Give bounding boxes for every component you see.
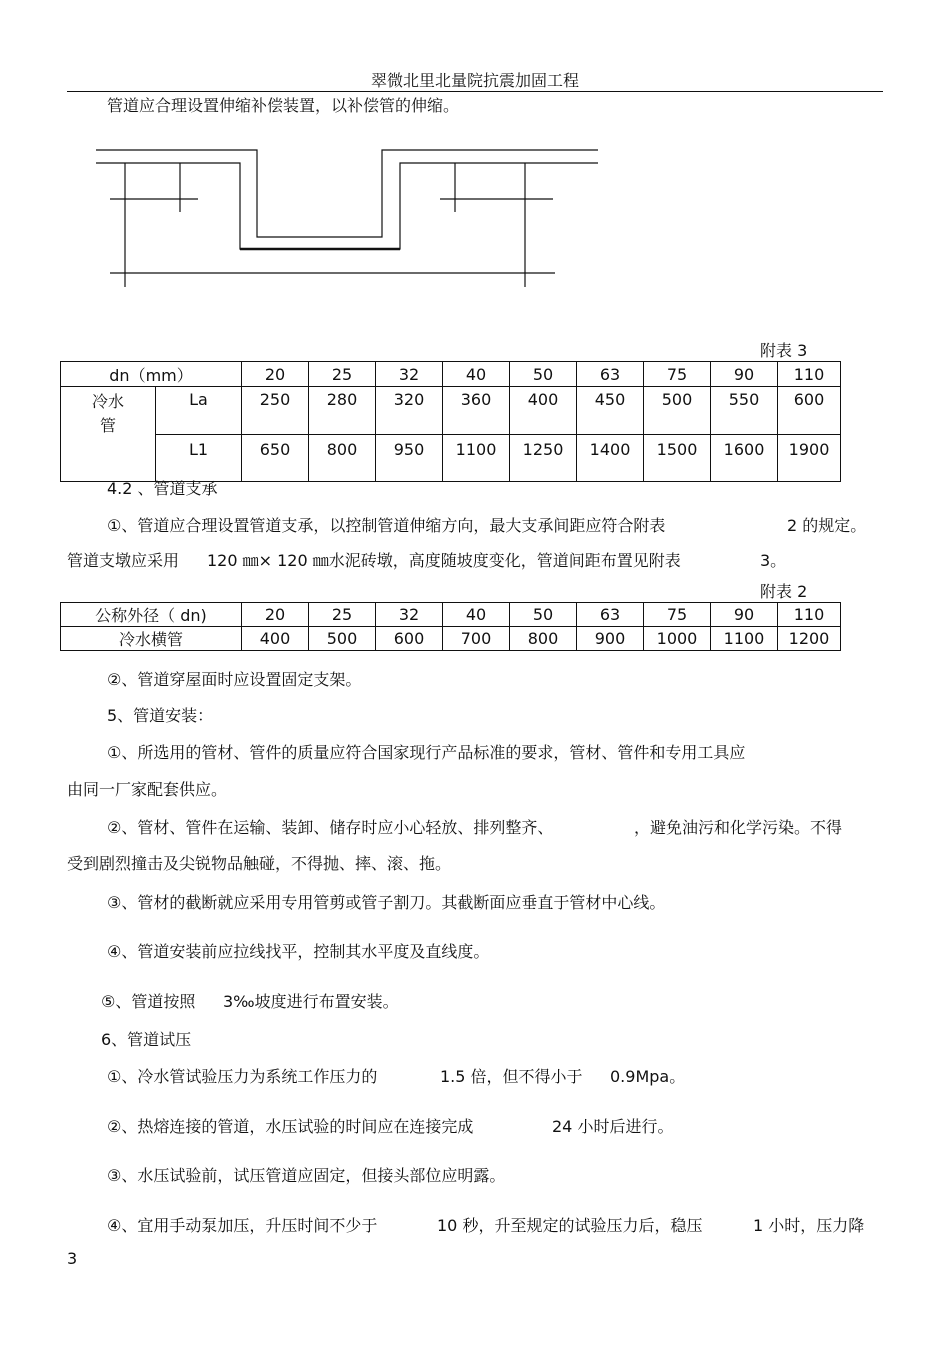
section-6-p4b: 10 秒，升至规定的试验压力后，稳压: [437, 1216, 703, 1235]
table2: [60, 602, 841, 651]
section-4-2-p1-line1a: ①、管道应合理设置管道支承，以控制管道伸缩方向，最大支承间距应符合附表: [107, 516, 666, 535]
table-cell: 600: [376, 627, 443, 651]
section-4-2-p1-line2b: 120 ㎜× 120 ㎜水泥砖墩，高度随坡度变化，管道间距布置见附表: [207, 551, 681, 570]
table-cell: 550: [711, 387, 778, 435]
section-5-p1-line2: 由同一厂家配套供应。: [67, 780, 228, 799]
section-5-heading: 5、管道安装：: [107, 706, 214, 725]
table3: [60, 361, 841, 482]
table-cell: 450: [577, 387, 644, 435]
table-header-cell: 25: [309, 362, 376, 387]
section-5-p4: ④、管道安装前应拉线找平，控制其水平度及直线度。: [107, 942, 490, 961]
table-header-cell: 20: [242, 362, 309, 387]
section-6-p4c: 1 小时，压力降: [753, 1216, 865, 1235]
table-cell: 250: [242, 387, 309, 435]
table-cell: 360: [443, 387, 510, 435]
table-header-cell: 75: [644, 603, 711, 627]
table-cell: 1400: [577, 435, 644, 482]
table-cell: 320: [376, 387, 443, 435]
table-cell: 500: [644, 387, 711, 435]
table-header-cell: 50: [510, 362, 577, 387]
section-6-p2a: ②、热熔连接的管道，水压试验的时间应在连接完成: [107, 1117, 474, 1136]
table-header-cell: 110: [778, 603, 841, 627]
section-6-p1c: 0.9Mpa。: [610, 1067, 686, 1086]
section-5-p2-line2: 受到剧烈撞击及尖锐物品触碰，不得抛、摔、滚、拖。: [67, 854, 452, 873]
table-cell: 600: [778, 387, 841, 435]
table-cell: 1600: [711, 435, 778, 482]
table-cell: 1250: [510, 435, 577, 482]
table-cell: 800: [309, 435, 376, 482]
table3-caption: 附表 3: [760, 341, 808, 360]
table-cell: 700: [443, 627, 510, 651]
table-cell: 800: [510, 627, 577, 651]
section-5-p3: ③、管材的截断就应采用专用管剪或管子割刀。其截断面应垂直于管材中心线。: [107, 893, 666, 912]
table-header-cell: 32: [376, 603, 443, 627]
table-cell: 1900: [778, 435, 841, 482]
section-4-2-p1-line2a: 管道支墩应采用: [67, 551, 180, 570]
table-header-cell: 40: [443, 603, 510, 627]
section-4-2-p2: ②、管道穿屋面时应设置固定支架。: [107, 670, 362, 689]
table-row: [61, 627, 841, 651]
table-row: [61, 435, 841, 482]
section-5-p5a: ⑤、管道按照: [101, 992, 196, 1011]
page-header-title: 翠微北里北量院抗震加固工程: [370, 71, 579, 90]
table-header-cell: 32: [376, 362, 443, 387]
table-cell: 400: [242, 627, 309, 651]
section-4-2-heading: 4.2 、管道支承: [107, 479, 218, 498]
section-5-p2-line1a: ②、管材、管件在运输、装卸、储存时应小心轻放、排列整齐、: [107, 818, 554, 837]
table2-caption: 附表 2: [760, 582, 808, 601]
table-row: [61, 387, 841, 435]
section-6-heading: 6、管道试压: [101, 1030, 192, 1049]
table2-header-row: [61, 603, 841, 627]
table-header-cell: 40: [443, 362, 510, 387]
section-6-p1a: ①、冷水管试验压力为系统工作压力的: [107, 1067, 378, 1086]
table-row-label: L1: [156, 435, 242, 482]
section-4-2-p1-line2c: 3。: [760, 551, 787, 570]
table3-header-label: dn（mm）: [61, 362, 242, 387]
table-cell: 280: [309, 387, 376, 435]
table-cell: 950: [376, 435, 443, 482]
table-header-cell: 20: [242, 603, 309, 627]
table-header-cell: 90: [711, 603, 778, 627]
table2-header-label: 公称外径（ dn): [61, 603, 242, 627]
table-header-cell: 50: [510, 603, 577, 627]
table-cell: 650: [242, 435, 309, 482]
table-header-cell: 25: [309, 603, 376, 627]
table-header-cell: 90: [711, 362, 778, 387]
table3-header-row: [61, 362, 841, 387]
pipe-inner-line: [96, 163, 598, 249]
section-6-p1b: 1.5 倍，但不得小于: [440, 1067, 583, 1086]
expansion-loop-diagram: [0, 0, 950, 300]
table-cell: 400: [510, 387, 577, 435]
table-row-label: 冷水横管: [61, 627, 242, 651]
table-row-label: La: [156, 387, 242, 435]
table-header-cell: 75: [644, 362, 711, 387]
section-4-2-p1-line1b: 2 的规定。: [787, 516, 867, 535]
table-cell: 900: [577, 627, 644, 651]
section-5-p1-line1: ①、所选用的管材、管件的质量应符合国家现行产品标准的要求，管材、管件和专用工具应: [107, 743, 746, 762]
table-cell: 500: [309, 627, 376, 651]
table-cell: 1100: [711, 627, 778, 651]
table-cell: 1100: [443, 435, 510, 482]
section-5-p2-line1b: ，避免油污和化学污染。不得: [634, 818, 843, 837]
table-cell: 1000: [644, 627, 711, 651]
table-cell: 1500: [644, 435, 711, 482]
section-5-p5b: 3‰坡度进行布置安装。: [223, 992, 399, 1011]
table-cell: 1200: [778, 627, 841, 651]
table-header-cell: 63: [577, 362, 644, 387]
section-6-p4a: ④、宜用手动泵加压，升压时间不少于: [107, 1216, 378, 1235]
table-header-cell: 63: [577, 603, 644, 627]
section-6-p3: ③、水压试验前，试压管道应固定，但接头部位应明露。: [107, 1166, 506, 1185]
table-header-cell: 110: [778, 362, 841, 387]
page-number: 3: [67, 1249, 78, 1268]
table3-group-label: 冷水管: [61, 387, 156, 482]
section-6-p2b: 24 小时后进行。: [552, 1117, 674, 1136]
intro-paragraph: 管道应合理设置伸缩补偿装置，以补偿管的伸缩。: [107, 96, 460, 115]
